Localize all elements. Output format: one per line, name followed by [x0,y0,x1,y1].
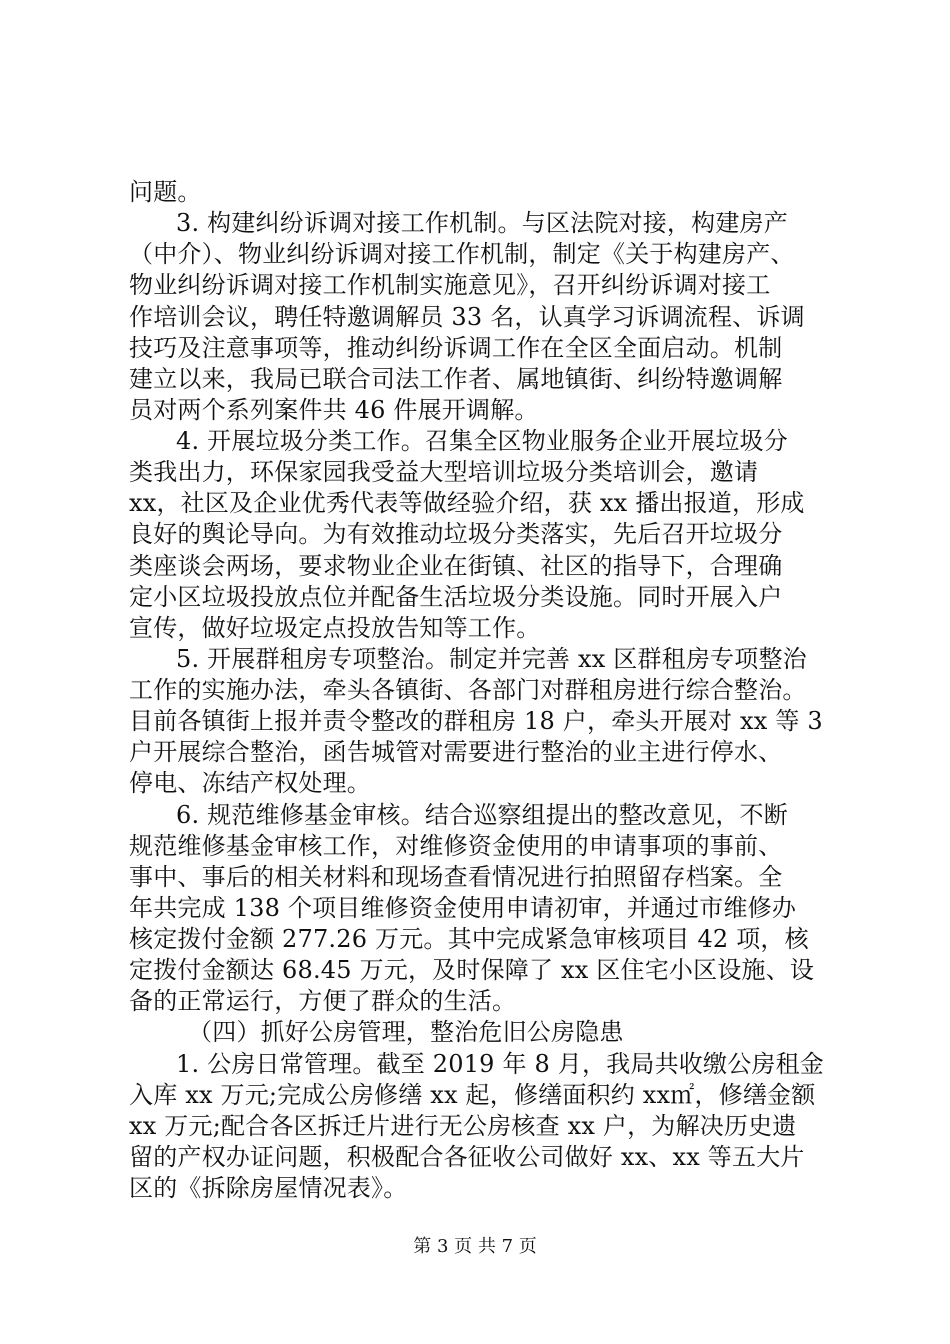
text-line: 目前各镇街上报并责令整改的群租房 18 户，牵头开展对 xx 等 3 [129,707,823,735]
text-line: 3. 构建纠纷诉调对接工作机制。与区法院对接，构建房产 [176,209,788,237]
text-line: 留的产权办证问题，积极配合各征收公司做好 xx、xx 等五大片 [129,1143,805,1171]
text-line: 类我出力，环保家园我受益大型培训垃圾分类培训会，邀请 [129,458,759,486]
text-line: （四）抓好公房管理，整治危旧公房隐患 [188,1018,624,1046]
page-footer: 第 3 页 共 7 页 [413,1236,537,1257]
text-line: xx 万元;配合各区拆迁片进行无公房核查 xx 户，为解决历史遗 [129,1112,797,1140]
text-line: 工作的实施办法，牵头各镇街、各部门对群租房进行综合整治。 [129,676,807,704]
text-line: 定小区垃圾投放点位并配备生活垃圾分类设施。同时开展入户 [129,583,783,611]
text-line: 区的《拆除房屋情况表》。 [129,1174,408,1202]
text-line: 6. 规范维修基金审核。结合巡察组提出的整改意见，不断 [176,801,788,829]
text-line: 类座谈会两场，要求物业企业在街镇、社区的指导下，合理确 [129,552,783,580]
text-line: 备的正常运行，方便了群众的生活。 [129,987,517,1015]
text-line: 5. 开展群租房专项整治。制定并完善 xx 区群租房专项整治 [176,645,807,673]
text-line: 技巧及注意事项等，推动纠纷诉调工作在全区全面启动。机制 [129,334,783,362]
text-line: 停电、冻结产权处理。 [129,769,371,797]
text-line: 作培训会议，聘任特邀调解员 33 名，认真学习诉调流程、诉调 [129,303,805,331]
text-line: 良好的舆论导向。为有效推动垃圾分类落实，先后召开垃圾分 [129,520,783,548]
text-line: （中介）、物业纠纷诉调对接工作机制，制定《关于构建房产、 [129,240,795,268]
text-line: 员对两个系列案件共 46 件展开调解。 [129,396,539,424]
text-line: 定拨付金额达 68.45 万元，及时保障了 xx 区住宅小区设施、设 [129,956,815,984]
text-line: 问题。 [129,178,202,206]
text-line: 年共完成 138 个项目维修资金使用申请初审，并通过市维修办 [129,894,797,922]
text-line: 4. 开展垃圾分类工作。召集全区物业服务企业开展垃圾分 [176,427,788,455]
text-line: 入库 xx 万元;完成公房修缮 xx 起，修缮面积约 xx㎡，修缮金额 [129,1081,816,1109]
text-line: 户开展综合整治，函告城管对需要进行整治的业主进行停水、 [129,738,783,766]
text-line: 事中、事后的相关材料和现场查看情况进行拍照留存档案。全 [129,863,783,891]
text-line: 建立以来，我局已联合司法工作者、属地镇街、纠纷特邀调解 [129,365,783,393]
text-line: 宣传，做好垃圾定点投放告知等工作。 [129,614,541,642]
text-line: 物业纠纷诉调对接工作机制实施意见》，召开纠纷诉调对接工 [129,271,771,299]
text-line: 1. 公房日常管理。截至 2019 年 8 月，我局共收缴公房租金 [176,1050,824,1078]
text-line: 规范维修基金审核工作，对维修资金使用的申请事项的事前、 [129,832,783,860]
text-line: 核定拨付金额 277.26 万元。其中完成紧急审核项目 42 项，核 [129,925,809,953]
text-line: xx，社区及企业优秀代表等做经验介绍，获 xx 播出报道，形成 [129,489,805,517]
